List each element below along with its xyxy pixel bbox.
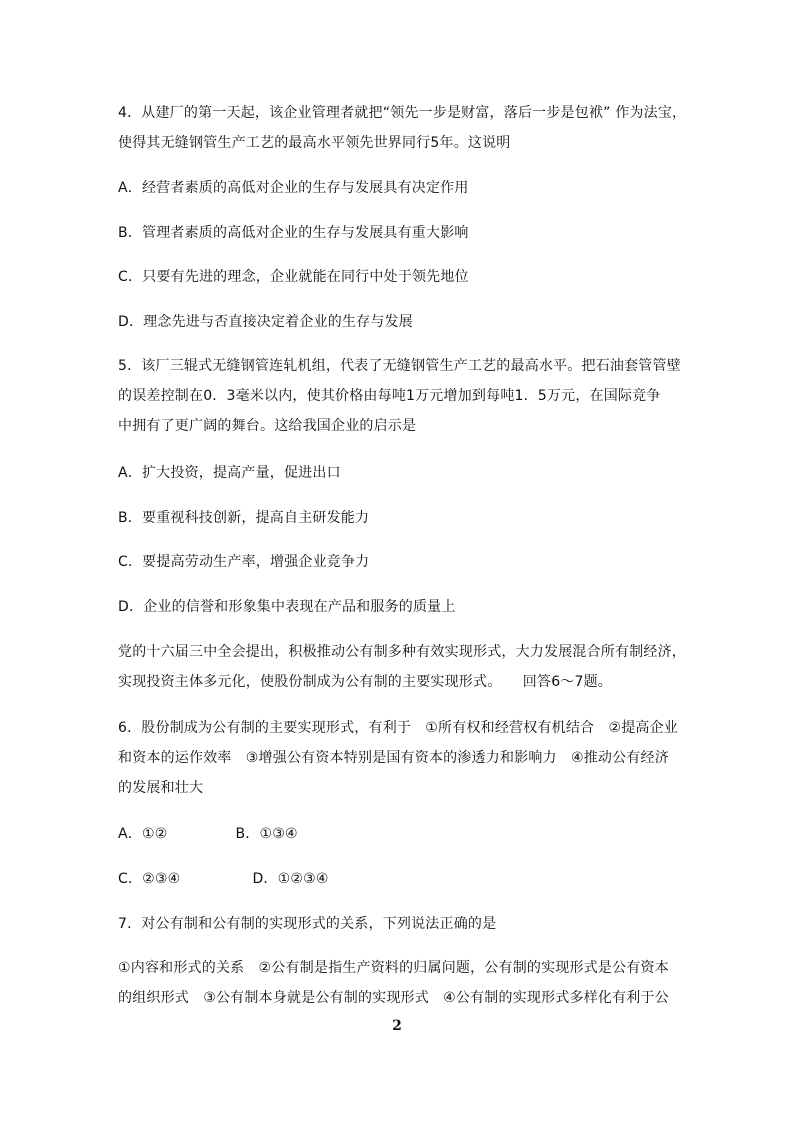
question-6-options-row-1 bbox=[118, 819, 678, 849]
option-c-text: C．要提高劳动生产率，增强企业竞争力 bbox=[118, 554, 370, 570]
material-line-2: 实现投资主体多元化，使股份制成为公有制的主要实现形式。 回答6～7题。 bbox=[118, 674, 613, 690]
page-number: 2 bbox=[392, 1018, 402, 1034]
question-6-stem-line-3: 的发展和壮大 bbox=[118, 780, 204, 796]
option-c-text: C．②③④ bbox=[118, 871, 181, 887]
question-7-statement-line-1: ①内容和形式的关系 ②公有制是指生产资料的归属问题，公有制的实现形式是公有资本 bbox=[118, 960, 669, 976]
question-5-stem-line-3: 中拥有了更广阔的舞台。这给我国企业的启示是 bbox=[118, 418, 417, 434]
question-5-stem-line-2: 的误差控制在0．3毫米以内，使其价格由每吨1万元增加到每吨1．5万元，在国际竞争 bbox=[118, 388, 661, 404]
option-d-text: D．①②③④ bbox=[252, 871, 329, 887]
option-b-text: B．①③④ bbox=[235, 826, 298, 842]
question-5-option-c bbox=[118, 547, 678, 577]
question-6 bbox=[118, 713, 678, 803]
question-5-option-b bbox=[118, 503, 678, 533]
option-b-text: B．管理者素质的高低对企业的生存与发展具有重大影响 bbox=[118, 225, 469, 241]
question-7-stem-line-1: 7．对公有制和公有制的实现形式的关系，下列说法正确的是 bbox=[118, 916, 497, 932]
option-a-text: A．①② bbox=[118, 826, 168, 842]
question-4-stem-line-2: 使得其无缝钢管生产工艺的最高水平领先世界同行5年。这说明 bbox=[118, 135, 511, 151]
option-d-text: D．企业的信誉和形象集中表现在产品和服务的质量上 bbox=[118, 599, 456, 615]
question-4-stem-line-1: 4．从建厂的第一天起，该企业管理者就把“领先一步是财富，落后一步是包袱” 作为法宝， bbox=[118, 105, 687, 121]
material-passage bbox=[118, 637, 686, 697]
question-4-option-d bbox=[118, 307, 678, 337]
option-d-text: D．理念先进与否直接决定着企业的生存与发展 bbox=[118, 314, 413, 330]
question-4-option-b bbox=[118, 218, 678, 248]
option-b-text: B．要重视科技创新，提高自主研发能力 bbox=[118, 510, 370, 526]
question-6-stem-line-2: 和资本的运作效率 ③增强公有资本特别是国有资本的渗透力和影响力 ④推动公有经济 bbox=[118, 750, 669, 766]
question-4-option-c bbox=[118, 262, 678, 292]
question-6-options-row-2 bbox=[118, 864, 678, 894]
question-4 bbox=[118, 98, 687, 158]
question-5-option-d bbox=[118, 592, 678, 622]
material-line-1: 党的十六届三中全会提出，积极推动公有制多种有效实现形式，大力发展混合所有制经济， bbox=[118, 644, 686, 660]
question-5 bbox=[118, 351, 681, 441]
option-a-text: A．扩大投资，提高产量，促进出口 bbox=[118, 465, 341, 481]
option-c-text: C．只要有先进的理念，企业就能在同行中处于领先地位 bbox=[118, 269, 469, 285]
question-7-statement-line-2: 的组织形式 ③公有制本身就是公有制的实现形式 ④公有制的实现形式多样化有利于公 bbox=[118, 990, 669, 1006]
question-4-option-a bbox=[118, 173, 678, 203]
question-5-stem-line-1: 5．该厂三辊式无缝钢管连轧机组，代表了无缝钢管生产工艺的最高水平。把石油套管管壁 bbox=[118, 358, 681, 374]
question-5-option-a bbox=[118, 458, 678, 488]
question-7-statements bbox=[118, 953, 678, 1013]
option-a-text: A．经营者素质的高低对企业的生存与发展具有决定作用 bbox=[118, 180, 469, 196]
question-7 bbox=[118, 909, 678, 939]
question-6-stem-line-1: 6．股份制成为公有制的主要实现形式，有利于 ①所有权和经营权有机结合 ②提高企业 bbox=[118, 720, 679, 736]
